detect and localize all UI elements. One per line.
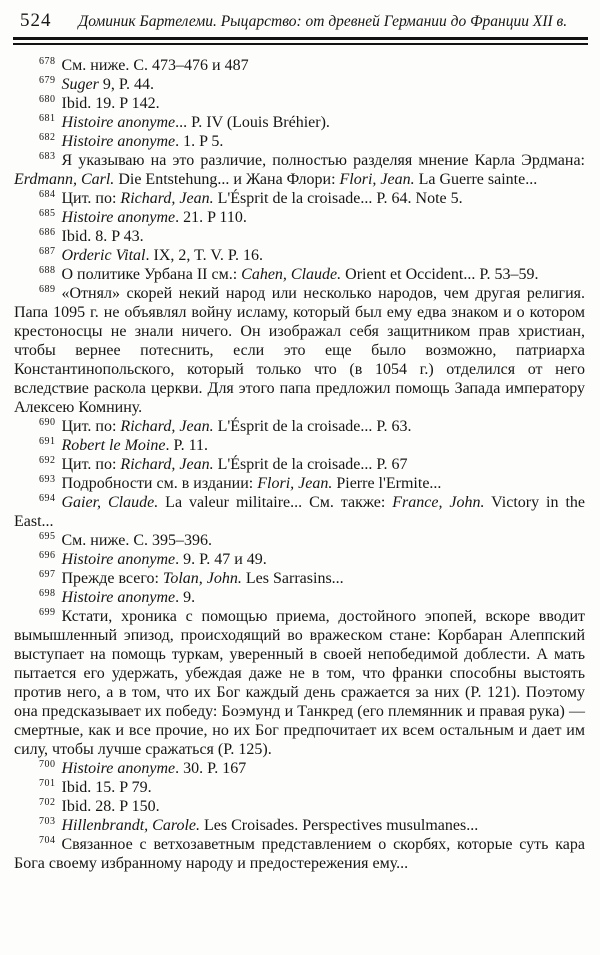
footnote-text: L'Ésprit de la croisade... P. 67 bbox=[213, 456, 408, 473]
footnote-text: О политике Урбана II см.: bbox=[61, 266, 242, 283]
citation-italic: Histoire anonyme bbox=[61, 114, 176, 131]
footnote-text: L'Ésprit de la croisade... P. 64. Note 5. bbox=[213, 190, 463, 207]
footnote-text: ... P. IV (Louis Bréhier). bbox=[175, 114, 330, 131]
citation-italic: Histoire anonyme bbox=[61, 589, 176, 606]
footnote-number: 682 bbox=[39, 131, 56, 143]
footnote-number: 702 bbox=[39, 796, 56, 808]
footnote-text: La valeur militaire... См. также: bbox=[158, 494, 393, 511]
running-title: Доминик Бартелеми. Рыцарство: от древней Германии до Франции XII в. bbox=[78, 13, 568, 30]
citation-italic: Richard, Jean. bbox=[120, 418, 214, 435]
footnote-text: . 30. P. 167 bbox=[175, 760, 247, 777]
citation-italic: Robert le Moine bbox=[61, 437, 166, 454]
footnote-text: . 1. P 5. bbox=[175, 133, 224, 150]
footnote-text: Les Croisades. Perspectives musulmanes... bbox=[200, 817, 479, 834]
footnote-text: «Отнял» скорей некий народ или несколько народов, чем другая религия. Папа 1095 г. не объявлял войну исламу, который был ему едва знаком и о котором крестоносцы не знали ничего. Он изображал себя защитником прав христиан, чтобы вернее потеснить, если это еще было возможно, патриарха Константинопольского, который только что (в 1054 г.) отделился от него вследствие раскола церкви. Для этого папа предложил помощь Запада императору Алексею Комнину. bbox=[14, 285, 585, 416]
footnote-number: 703 bbox=[39, 815, 56, 827]
citation-italic: Flori, Jean. bbox=[339, 171, 415, 188]
footnote-text: Цит. по: bbox=[61, 456, 121, 473]
citation-italic: Histoire anonyme bbox=[61, 760, 176, 777]
footnote-696 bbox=[14, 550, 585, 569]
footnote-695 bbox=[14, 531, 585, 550]
footnote-text: Связанное с ветхозаветным представлением о скорбях, которые суть кара Бога своему избранному народу и предостережения ему... bbox=[14, 836, 585, 872]
footnote-text: . 9. bbox=[175, 589, 196, 606]
footnote-number: 689 bbox=[39, 283, 56, 295]
footnote-number: 680 bbox=[39, 93, 56, 105]
citation-italic: Histoire anonyme bbox=[61, 209, 176, 226]
footnote-697 bbox=[14, 569, 585, 588]
footnote-text: Прежде всего: bbox=[61, 570, 163, 587]
footnote-text: Ibid. 19. P 142. bbox=[61, 95, 160, 112]
footnote-680 bbox=[14, 94, 585, 113]
footnote-text: La Guerre sainte... bbox=[414, 171, 538, 188]
page-number: 524 bbox=[20, 10, 52, 31]
footnote-701 bbox=[14, 778, 585, 797]
footnote-text: См. ниже. С. 395–396. bbox=[61, 532, 213, 549]
footnote-number: 684 bbox=[39, 188, 56, 200]
footnote-700 bbox=[14, 759, 585, 778]
footnote-number: 704 bbox=[39, 834, 56, 846]
footnote-text: Цит. по: bbox=[61, 190, 121, 207]
footnote-text: Ibid. 15. P 79. bbox=[61, 779, 152, 796]
footnote-text: Orient et Occident... P. 53–59. bbox=[341, 266, 539, 283]
footnote-685 bbox=[14, 208, 585, 227]
footnote-687 bbox=[14, 246, 585, 265]
footnote-683 bbox=[14, 151, 585, 189]
footnote-text: Кстати, хроника с помощью приема, достойного эпопей, вскоре вводит вымышленный эпизод, происходящий во вражеском стане: Корбаран Алеппский выступает на помощь туркам, уверенный в своей непобедимой доблести. А мать пытается его удержать, убеждая даже не в том, что франки способны выстоять против него, а в том, что их Бог каждый день сражается за них (P. 121). Поэтому она предсказывает их победу: Боэмунд и Танкред (его племянник и правая рука) — смертные, как и все прочие, но их Бог предпочитает их всем остальным и дает им силу, чтобы лучше сражаться (P. 125). bbox=[14, 608, 585, 758]
footnote-number: 692 bbox=[39, 454, 56, 466]
footnote-number: 683 bbox=[39, 150, 56, 162]
header-double-rule bbox=[13, 37, 588, 45]
citation-italic: Orderic Vital bbox=[61, 247, 146, 264]
footnote-689 bbox=[14, 284, 585, 417]
citation-italic: Tolan, John. bbox=[162, 570, 242, 587]
footnote-text: Подробности см. в издании: bbox=[61, 475, 258, 492]
citation-italic: Erdmann, Carl. bbox=[14, 171, 115, 188]
footnote-text: Ibid. 28. P 150. bbox=[61, 798, 160, 815]
footnote-text: Die Entstehung... и Жана Флори: bbox=[114, 171, 340, 188]
footnote-number: 695 bbox=[39, 530, 56, 542]
footnote-number: 693 bbox=[39, 473, 56, 485]
page-header bbox=[0, 0, 600, 32]
citation-italic: Flori, Jean. bbox=[257, 475, 333, 492]
footnote-number: 679 bbox=[39, 74, 56, 86]
footnote-text: L'Ésprit de la croisade... P. 63. bbox=[213, 418, 412, 435]
footnote-703 bbox=[14, 816, 585, 835]
citation-italic: Cahen, Claude. bbox=[241, 266, 342, 283]
footnote-number: 701 bbox=[39, 777, 56, 789]
footnote-text: См. ниже. С. 473–476 и 487 bbox=[61, 57, 249, 74]
footnote-681 bbox=[14, 113, 585, 132]
footnote-number: 696 bbox=[39, 549, 56, 561]
footnote-691 bbox=[14, 436, 585, 455]
footnote-693 bbox=[14, 474, 585, 493]
footnote-number: 697 bbox=[39, 568, 56, 580]
footnote-text: Цит. по: bbox=[61, 418, 121, 435]
footnote-694 bbox=[14, 493, 585, 531]
footnote-688 bbox=[14, 265, 585, 284]
footnote-text: Ibid. 8. P 43. bbox=[61, 228, 144, 245]
footnote-number: 687 bbox=[39, 245, 56, 257]
footnote-number: 694 bbox=[39, 492, 56, 504]
footnote-number: 690 bbox=[39, 416, 56, 428]
footnote-text: Я указываю на это различие, полностью разделяя мнение Карла Эрдмана: bbox=[61, 152, 585, 169]
footnote-text: Victory in the East... bbox=[14, 494, 585, 530]
footnote-text: Les Sarrasins... bbox=[241, 570, 344, 587]
footnote-number: 700 bbox=[39, 758, 56, 770]
footnote-682 bbox=[14, 132, 585, 151]
footnote-number: 691 bbox=[39, 435, 56, 447]
footnote-text: . IX, 2, T. V. P. 16. bbox=[145, 247, 263, 264]
footnote-698 bbox=[14, 588, 585, 607]
footnote-text: 9, P. 44. bbox=[98, 76, 154, 93]
citation-italic: Gaier, Claude. bbox=[61, 494, 159, 511]
footnotes-list bbox=[0, 45, 600, 873]
footnote-number: 681 bbox=[39, 112, 56, 124]
footnote-number: 685 bbox=[39, 207, 56, 219]
footnote-702 bbox=[14, 797, 585, 816]
footnote-text: . P. 11. bbox=[165, 437, 208, 454]
citation-italic: Histoire anonyme bbox=[61, 133, 176, 150]
footnote-text: . 9. P. 47 и 49. bbox=[175, 551, 267, 568]
citation-italic: Richard, Jean. bbox=[120, 190, 214, 207]
footnote-number: 688 bbox=[39, 264, 56, 276]
footnote-text: . 21. P 110. bbox=[175, 209, 247, 226]
citation-italic: Hillenbrandt, Carole. bbox=[61, 817, 201, 834]
footnote-text: Pierre l'Ermite... bbox=[332, 475, 442, 492]
footnote-number: 678 bbox=[39, 55, 56, 67]
footnote-number: 699 bbox=[39, 606, 56, 618]
footnote-686 bbox=[14, 227, 585, 246]
footnote-690 bbox=[14, 417, 585, 436]
footnote-number: 698 bbox=[39, 587, 56, 599]
footnote-679 bbox=[14, 75, 585, 94]
footnote-684 bbox=[14, 189, 585, 208]
footnote-699 bbox=[14, 607, 585, 759]
citation-italic: Histoire anonyme bbox=[61, 551, 176, 568]
citation-italic: Richard, Jean. bbox=[120, 456, 214, 473]
footnote-678 bbox=[14, 56, 585, 75]
footnote-704 bbox=[14, 835, 585, 873]
citation-italic: France, John. bbox=[392, 494, 485, 511]
footnote-number: 686 bbox=[39, 226, 56, 238]
citation-italic: Suger bbox=[61, 76, 99, 93]
footnote-692 bbox=[14, 455, 585, 474]
